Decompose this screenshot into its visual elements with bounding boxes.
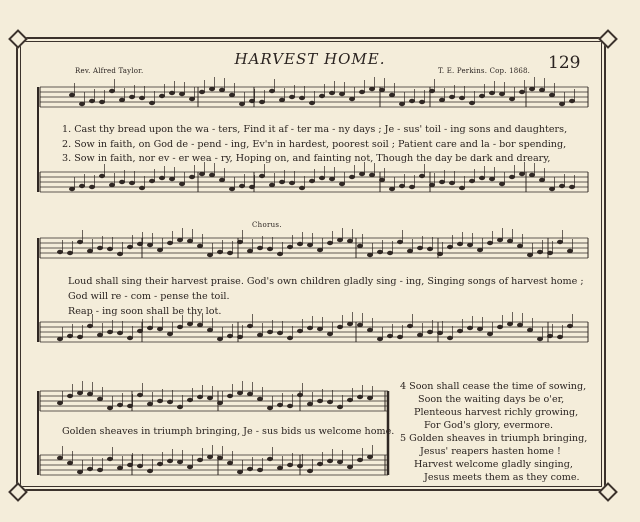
note-head [329,91,335,95]
stanza4-line: For God's glory, evermore. [424,420,554,431]
note-head [97,397,103,401]
note-head [549,187,555,191]
stanza5-line: Harvest welcome gladly singing, [414,459,573,470]
note-head [397,240,403,244]
note-head [107,406,113,410]
note-head [379,88,385,92]
note-head [439,98,445,102]
note-head [57,250,63,254]
note-head [117,466,123,470]
composer-credit: T. E. Perkins. Cop. 1868. [438,67,531,75]
note-head [179,92,185,96]
note-head [79,184,85,188]
note-head [357,395,363,399]
note-head [277,403,283,407]
note-head [279,180,285,184]
note-head [87,467,93,471]
note-head [389,93,395,97]
note-head [479,94,485,98]
note-head [409,99,415,103]
note-head [329,177,335,181]
note-head [239,102,245,106]
note-head [539,178,545,182]
note-head [497,238,503,242]
note-head [479,176,485,180]
note-head [227,394,233,398]
note-head [237,240,243,244]
note-head [519,90,525,94]
note-head [437,331,443,335]
note-head [147,469,153,473]
note-head [179,182,185,186]
note-head [337,405,343,409]
verse-line-2: 2. Sow in faith, on God de - pend - ing, Ev'n in hardest, poorest soil ; Patient care and la - bor spending, [62,139,567,150]
note-head [287,245,293,249]
note-head [267,330,273,334]
note-head [207,455,213,459]
note-head [447,336,453,340]
note-head [207,328,213,332]
note-head [67,394,73,398]
note-head [249,185,255,189]
hymn-title: HARVEST HOME. [234,50,386,68]
note-head [277,252,283,256]
note-head [169,91,175,95]
note-head [259,100,265,104]
note-head [397,335,403,339]
note-head [419,174,425,178]
note-head [247,467,253,471]
note-head [317,399,323,403]
note-head [389,187,395,191]
note-head [277,331,283,335]
note-head [317,327,323,331]
note-head [257,333,263,337]
note-head [339,92,345,96]
note-head [247,392,253,396]
note-head [217,337,223,341]
note-head [529,87,535,91]
note-head [227,461,233,465]
note-head [87,249,93,253]
note-head [169,177,175,181]
note-head [429,183,435,187]
note-head [509,97,515,101]
note-head [167,332,173,336]
note-head [127,245,133,249]
note-head [309,179,315,183]
note-head [267,457,273,461]
note-head [257,468,263,472]
note-head [99,100,105,104]
note-head [399,184,405,188]
note-head [489,91,495,95]
note-head [197,244,203,248]
stanza5-line: Jesus meets them as they come. [424,472,580,483]
note-head [207,396,213,400]
note-head [377,250,383,254]
note-head [77,391,83,395]
note-head [379,178,385,182]
note-head [247,324,253,328]
note-head [237,391,243,395]
note-head [167,400,173,404]
note-head [117,252,123,256]
note-head [137,393,143,397]
note-head [327,332,333,336]
note-head [57,337,63,341]
note-head [427,247,433,251]
note-head [499,182,505,186]
note-head [489,177,495,181]
note-head [207,253,213,257]
note-head [537,337,543,341]
note-head [229,93,235,97]
note-head [367,253,373,257]
note-head [89,99,95,103]
note-head [219,178,225,182]
note-head [129,181,135,185]
note-head [137,242,143,246]
note-head [187,322,193,326]
note-head [557,335,563,339]
note-head [547,251,553,255]
note-head [507,322,513,326]
note-head [287,336,293,340]
note-head [187,465,193,469]
note-head [97,468,103,472]
note-head [369,87,375,91]
note-head [129,95,135,99]
note-head [469,179,475,183]
note-head [289,181,295,185]
note-head [87,392,93,396]
note-head [457,242,463,246]
note-head [189,175,195,179]
note-head [527,328,533,332]
note-head [217,456,223,460]
note-head [319,176,325,180]
note-head [117,331,123,335]
note-head [327,400,333,404]
note-head [327,241,333,245]
note-head [269,89,275,93]
note-head [449,181,455,185]
note-head [187,239,193,243]
note-head [539,88,545,92]
note-head [497,325,503,329]
note-head [307,469,313,473]
note-head [127,336,133,340]
note-head [529,173,535,177]
note-head [357,323,363,327]
note-head [107,457,113,461]
note-head [417,246,423,250]
note-head [127,463,133,467]
note-head [349,97,355,101]
note-head [227,334,233,338]
note-head [299,96,305,100]
system3-lyric: Golden sheaves in triumph bringing, Je - sus bids us welcome home. [62,426,395,437]
note-head [359,90,365,94]
note-head [469,101,475,105]
note-head [67,334,73,338]
note-head [159,176,165,180]
note-head [317,462,323,466]
note-head [409,185,415,189]
note-head [197,323,203,327]
note-head [299,186,305,190]
note-head [337,325,343,329]
note-head [117,403,123,407]
note-head [157,248,163,252]
note-head [109,183,115,187]
note-head [267,406,273,410]
note-head [67,251,73,255]
note-head [99,174,105,178]
note-head [477,248,483,252]
note-head [199,172,205,176]
note-head [347,465,353,469]
note-head [257,397,263,401]
note-head [367,396,373,400]
note-head [157,462,163,466]
note-head [287,404,293,408]
note-head [137,329,143,333]
system2-lyric-3: Reap - ing soon shall be thy lot. [68,306,222,317]
page-number: 129 [548,53,581,73]
note-head [277,466,283,470]
note-head [569,99,575,103]
note-head [167,459,173,463]
note-head [429,89,435,93]
note-head [297,242,303,246]
note-head [519,172,525,176]
note-head [89,185,95,189]
note-head [447,245,453,249]
note-head [477,327,483,331]
note-head [77,240,83,244]
verse-line-3: 3. Sow in faith, nor ev - er wea - ry, Hoping on, and fainting not, Though the day be dark and dreary, [62,153,551,164]
note-head [109,89,115,93]
note-head [559,184,565,188]
note-head [567,324,573,328]
note-head [567,249,573,253]
note-head [449,95,455,99]
note-head [119,98,125,102]
note-head [157,399,163,403]
note-head [387,251,393,255]
stanza5-line: 5 Golden sheaves in triumph bringing, [400,433,588,444]
system2-lyric-1: Loud shall sing their harvest praise. God's own children gladly sing - ing, Singing songs of harvest home ; [68,276,584,287]
note-head [267,247,273,251]
note-head [419,100,425,104]
note-head [459,186,465,190]
note-head [127,404,133,408]
note-head [257,246,263,250]
note-head [97,246,103,250]
note-head [219,88,225,92]
note-head [359,172,365,176]
stanza4-line: Soon the waiting days be o'er, [418,394,565,405]
note-head [427,330,433,334]
note-head [249,99,255,103]
note-head [57,401,63,405]
note-head [177,238,183,242]
note-head [239,184,245,188]
note-head [347,398,353,402]
note-head [77,335,83,339]
note-head [517,244,523,248]
note-head [467,243,473,247]
note-head [527,253,533,257]
stanza4-line: 4 Soon shall cease the time of sowing, [400,381,587,392]
author-credit: Rev. Alfred Taylor. [75,67,144,75]
note-head [167,241,173,245]
note-head [97,333,103,337]
stanza5-line: Jesus' reapers hasten home ! [420,446,561,457]
system2-lyric-2: God will re - com - pense the toil. [68,291,230,302]
note-head [279,98,285,102]
note-head [197,395,203,399]
note-head [347,239,353,243]
chorus-label: Chorus. [252,221,282,229]
note-head [357,458,363,462]
note-head [377,337,383,341]
note-head [307,326,313,330]
note-head [57,456,63,460]
note-head [549,93,555,97]
note-head [69,93,75,97]
note-head [387,334,393,338]
note-head [159,94,165,98]
note-head [547,334,553,338]
note-head [287,463,293,467]
note-head [69,187,75,191]
note-head [77,470,83,474]
note-head [107,330,113,334]
note-head [349,175,355,179]
note-head [399,102,405,106]
note-head [309,101,315,105]
stanza4-line: Plenteous harvest richly growing, [414,407,579,418]
note-head [157,327,163,331]
note-head [119,180,125,184]
note-head [217,401,223,405]
note-head [339,182,345,186]
note-head [199,90,205,94]
note-head [177,460,183,464]
note-head [187,398,193,402]
note-head [327,459,333,463]
note-head [307,243,313,247]
note-head [289,95,295,99]
note-head [237,470,243,474]
note-head [307,402,313,406]
note-head [147,326,153,330]
note-head [177,405,183,409]
note-head [209,87,215,91]
note-head [297,393,303,397]
note-head [209,173,215,177]
note-head [297,329,303,333]
verse-line-1: 1. Cast thy bread upon the wa - ters, Find it af - ter ma - ny days ; Je - sus' toil - ing sons and daughters, [62,124,568,135]
note-head [337,460,343,464]
note-head [107,247,113,251]
note-head [227,251,233,255]
note-head [417,333,423,337]
note-head [297,464,303,468]
note-head [217,250,223,254]
note-head [537,250,543,254]
note-head [147,402,153,406]
note-head [229,187,235,191]
note-head [367,455,373,459]
note-head [407,324,413,328]
note-head [487,241,493,245]
note-head [499,92,505,96]
note-head [369,173,375,177]
note-head [459,96,465,100]
note-head [557,240,563,244]
note-head [139,186,145,190]
note-head [509,175,515,179]
note-head [507,239,513,243]
note-head [189,97,195,101]
note-head [67,461,73,465]
note-head [347,322,353,326]
note-head [569,185,575,189]
note-head [197,458,203,462]
note-head [147,243,153,247]
note-head [337,238,343,242]
note-head [237,335,243,339]
note-head [317,248,323,252]
note-head [407,249,413,253]
note-head [319,94,325,98]
note-head [247,249,253,253]
note-head [269,183,275,187]
note-head [517,323,523,327]
note-head [137,464,143,468]
note-head [79,102,85,106]
note-head [487,332,493,336]
note-head [467,326,473,330]
note-head [177,325,183,329]
note-head [437,252,443,256]
note-head [87,324,93,328]
note-head [559,102,565,106]
note-head [139,96,145,100]
note-head [439,180,445,184]
note-head [357,244,363,248]
note-head [457,329,463,333]
note-head [149,179,155,183]
note-head [367,328,373,332]
note-head [149,101,155,105]
note-head [259,174,265,178]
